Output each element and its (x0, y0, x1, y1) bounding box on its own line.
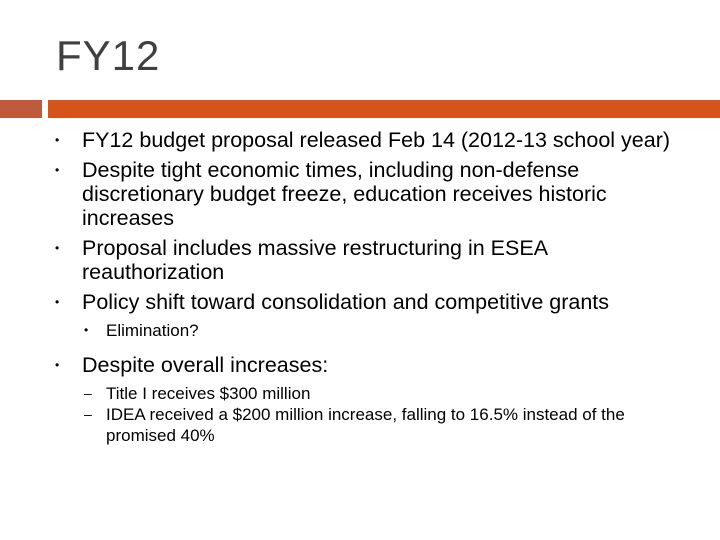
bullet-text: FY12 budget proposal released Feb 14 (2012-13 school year) (82, 128, 671, 152)
bullet-item (0, 353, 682, 377)
bullet-marker: • (55, 163, 60, 177)
bullet-item (0, 128, 682, 152)
sub-bullet-item (0, 320, 696, 341)
bullet-marker: • (55, 358, 60, 372)
dash-marker: – (84, 385, 92, 401)
slide-body (0, 128, 720, 446)
slide-title: FY12 (56, 32, 161, 79)
sub-bullet-text: IDEA received a $200 million increase, falling to 16.5% instead of the promised 40% (106, 405, 625, 445)
bullet-item (0, 158, 682, 230)
sub-bullet-text: Elimination? (106, 321, 199, 340)
bullet-text: Despite overall increases: (82, 353, 329, 377)
accent-bar-right (48, 100, 720, 118)
sub-bullet-text: Title I receives $300 million (106, 384, 311, 403)
bullet-text: Despite tight economic times, including non-defense discretionary budget freeze, education receives historic increases (82, 158, 607, 230)
accent-bar-left (0, 100, 42, 118)
sub-bullet-item (0, 404, 696, 446)
bullet-text: Proposal includes massive restructuring in ESEA reauthorization (82, 236, 547, 284)
bullet-marker: • (55, 133, 60, 147)
sub-bullet-marker: • (84, 323, 89, 337)
dash-marker: – (84, 406, 92, 422)
sub-bullet-item (0, 383, 696, 404)
bullet-text: Policy shift toward consolidation and competitive grants (82, 290, 610, 314)
bullet-item (0, 236, 682, 284)
bullet-item (0, 290, 682, 314)
sub-bullet-group (0, 383, 720, 446)
bullet-marker: • (55, 295, 60, 309)
sub-bullet-group (0, 320, 720, 341)
bullet-marker: • (55, 241, 60, 255)
